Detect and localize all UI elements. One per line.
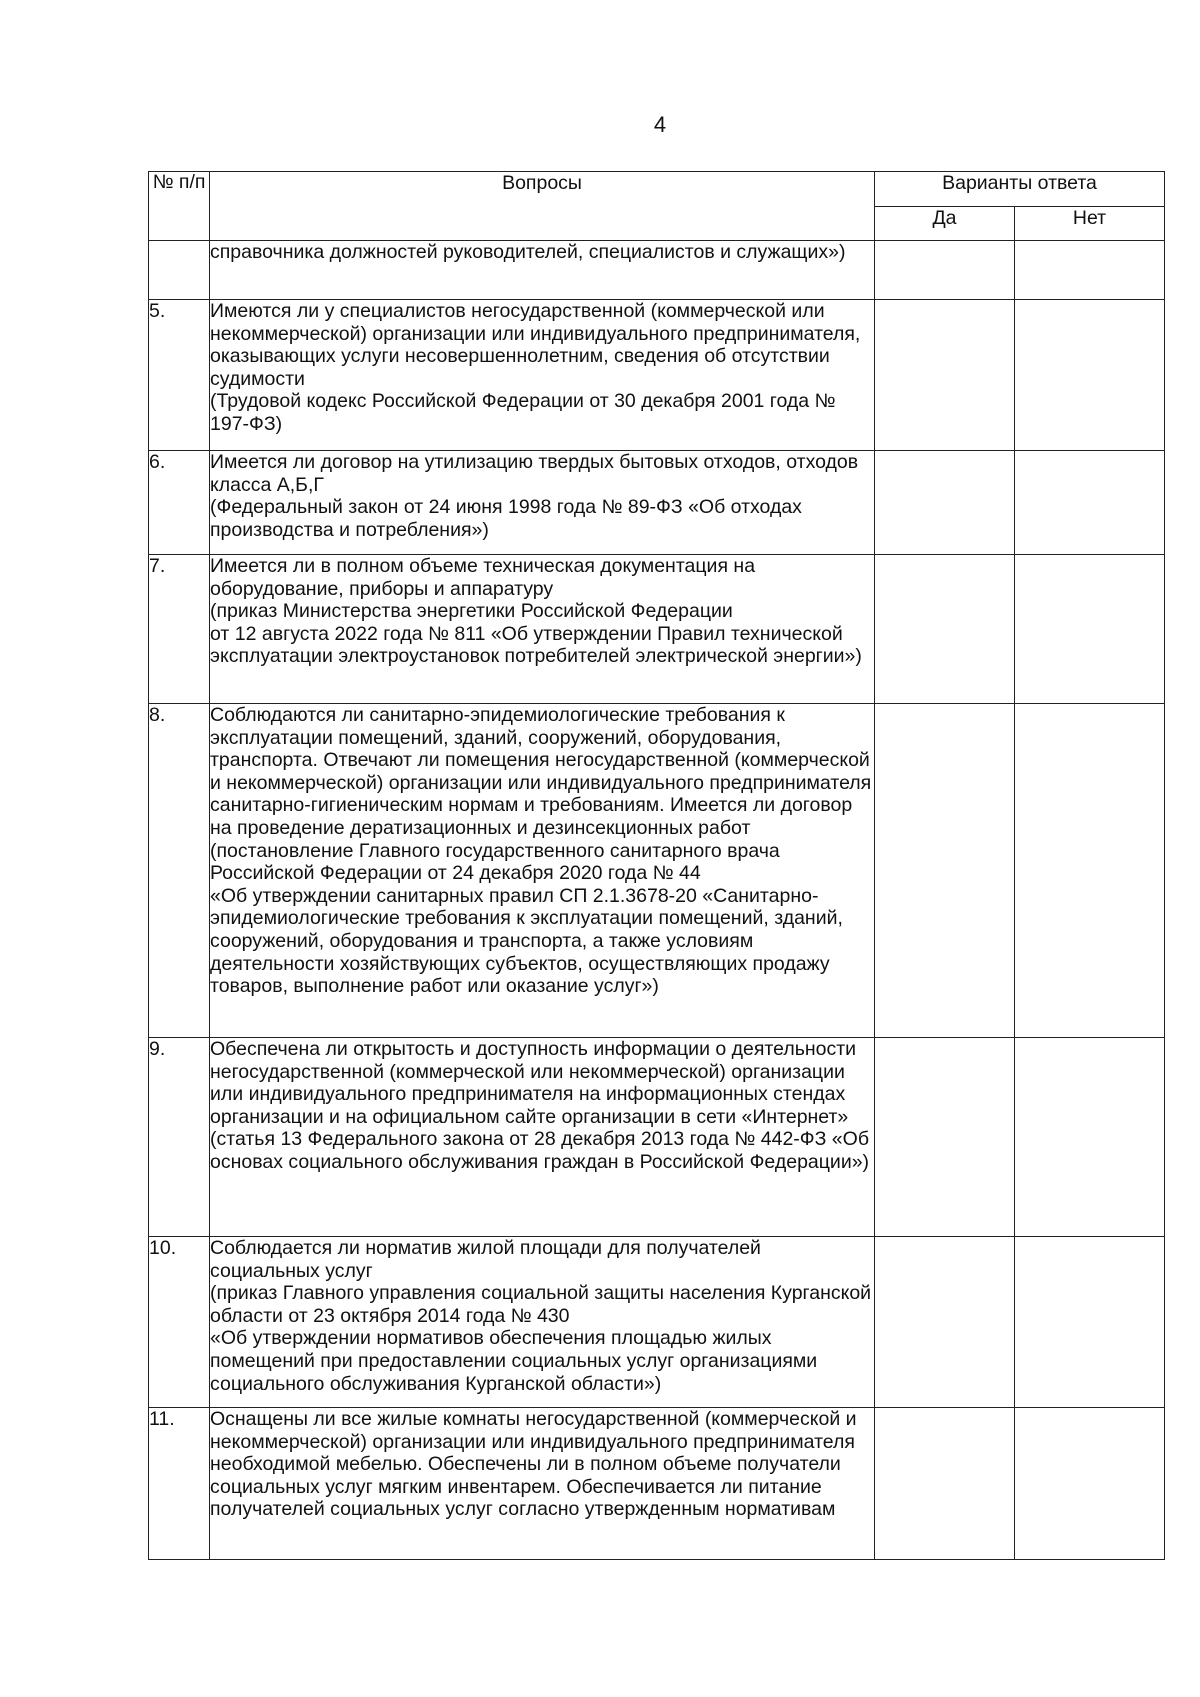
- answer-yes-cell[interactable]: [875, 241, 1015, 300]
- header-no: Нет: [1015, 207, 1165, 241]
- row-question: Соблюдается ли норматив жилой площади для получателей социальных услуг (приказ Главного управления социальной защиты населения Курганской области от 23 октября 2014 года № 430 «Об утверждении нормативов обеспечения площадью жилых помещений при предоставлении социальных услуг организациями социального обслуживания Курганской области»): [210, 1237, 875, 1408]
- answer-yes-cell[interactable]: [875, 451, 1015, 555]
- table-row: [149, 1038, 1165, 1237]
- answer-yes-cell[interactable]: [875, 555, 1015, 704]
- row-number: 9.: [149, 1038, 210, 1237]
- answer-no-cell[interactable]: [1015, 1237, 1165, 1408]
- row-number: 5.: [149, 300, 210, 451]
- row-question: справочника должностей руководителей, специалистов и служащих»): [210, 241, 875, 300]
- answer-no-cell[interactable]: [1015, 300, 1165, 451]
- page-number: 4: [653, 112, 667, 137]
- row-question: Обеспечена ли открытость и доступность информации о деятельности негосударственной (коммерческой или некоммерческой) организации или индивидуального предпринимателя на информационных стендах организации и на официальном сайте организации в сети «Интернет» (статья 13 Федерального закона от 28 декабря 2013 года № 442-ФЗ «Об основах социального обслуживания граждан в Российской Федерации»): [210, 1038, 875, 1237]
- answer-no-cell[interactable]: [1015, 555, 1165, 704]
- answer-no-cell[interactable]: [1015, 241, 1165, 300]
- header-yes: Да: [875, 207, 1015, 241]
- header-number: № п/п: [149, 172, 210, 241]
- answer-no-cell[interactable]: [1015, 704, 1165, 1038]
- table-row: [149, 1237, 1165, 1408]
- table-row: [149, 241, 1165, 300]
- row-number: 10.: [149, 1237, 210, 1408]
- answer-no-cell[interactable]: [1015, 451, 1165, 555]
- row-number: [149, 241, 210, 300]
- row-question: Имеется ли в полном объеме техническая документация на оборудование, приборы и аппаратуру (приказ Министерства энергетики Российской Федерации от 12 августа 2022 года № 811 «Об утверждении Правил технической эксплуатации электроустановок потребителей электрической энергии»): [210, 555, 875, 704]
- answer-yes-cell[interactable]: [875, 1408, 1015, 1560]
- answer-yes-cell[interactable]: [875, 300, 1015, 451]
- table-row: [149, 704, 1165, 1038]
- header-answer-variants: Варианты ответа: [875, 172, 1165, 207]
- checklist-table: [148, 171, 1165, 1560]
- answer-no-cell[interactable]: [1015, 1408, 1165, 1560]
- row-number: 11.: [149, 1408, 210, 1560]
- table-row: [149, 451, 1165, 555]
- answer-yes-cell[interactable]: [875, 704, 1015, 1038]
- answer-yes-cell[interactable]: [875, 1038, 1015, 1237]
- table-row: [149, 555, 1165, 704]
- answer-yes-cell[interactable]: [875, 1237, 1015, 1408]
- row-number: 8.: [149, 704, 210, 1038]
- row-number: 6.: [149, 451, 210, 555]
- row-question: Имеется ли договор на утилизацию твердых бытовых отходов, отходов класса А,Б,Г (Федеральный закон от 24 июня 1998 года № 89-ФЗ «Об отходах производства и потребления»): [210, 451, 875, 555]
- row-number: 7.: [149, 555, 210, 704]
- row-question: Имеются ли у специалистов негосударственной (коммерческой или некоммерческой) организации или индивидуального предпринимателя, оказывающих услуги несовершеннолетним, сведения об отсутствии судимости (Трудовой кодекс Российской Федерации от 30 декабря 2001 года № 197-ФЗ): [210, 300, 875, 451]
- answer-no-cell[interactable]: [1015, 1038, 1165, 1237]
- row-question: Соблюдаются ли санитарно-эпидемиологические требования к эксплуатации помещений, зданий, сооружений, оборудования, транспорта. Отвечают ли помещения негосударственной (коммерческой и некоммерческой) организации или индивидуального предпринимателя санитарно-гигиеническим нормам и требованиям. Имеется ли договор на проведение дератизационных и дезинсекционных работ (постановление Главного государственного санитарного врача Российской Федерации от 24 декабря 2020 года № 44 «Об утверждении санитарных правил СП 2.1.3678-20 «Санитарно-эпидемиологические требования к эксплуатации помещений, зданий, сооружений, оборудования и транспорта, а также условиям деятельности хозяйствующих субъектов, осуществляющих продажу товаров, выполнение работ или оказание услуг»): [210, 704, 875, 1038]
- table-row: [149, 300, 1165, 451]
- header-questions: Вопросы: [210, 172, 875, 241]
- row-question: Оснащены ли все жилые комнаты негосударственной (коммерческой и некоммерческой) организации или индивидуального предпринимателя необходимой мебелью. Обеспечены ли в полном объеме получатели социальных услуг мягким инвентарем. Обеспечивается ли питание получателей социальных услуг согласно утвержденным нормативам: [210, 1408, 875, 1560]
- table-row: [149, 1408, 1165, 1560]
